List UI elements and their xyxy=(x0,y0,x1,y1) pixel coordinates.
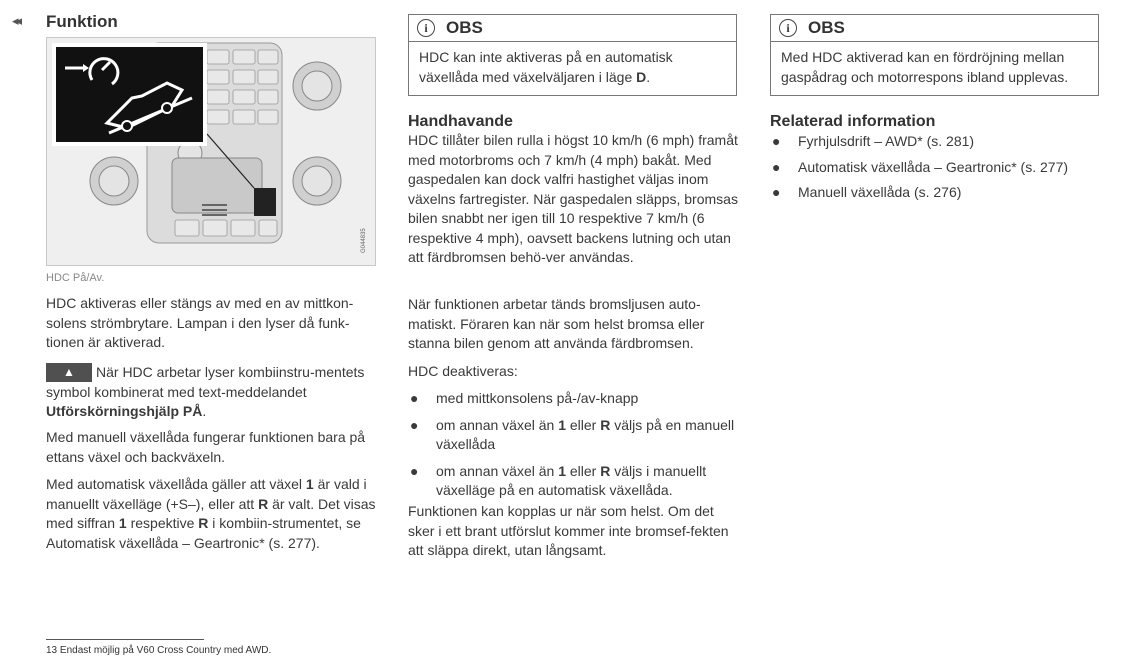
deactivate-intro: HDC deaktiveras: xyxy=(408,363,518,379)
back-arrows-icon[interactable]: ◂◂ xyxy=(12,13,20,28)
section-title: Funktion xyxy=(46,12,118,31)
footnote: 13 Endast möjlig på V60 Cross Country med AWD. xyxy=(46,645,272,656)
related-link-manual[interactable]: ● Manuell växellåda (s. 276) xyxy=(772,184,962,200)
info-icon: i xyxy=(417,19,435,37)
info-icon: i xyxy=(779,19,797,37)
obs-text: Med HDC aktiverad kan en fördröjning mellan gaspådrag och motorrespons ibland upplevas. xyxy=(781,49,1069,85)
list-item: ● med mittkonsolens på-/av-knapp xyxy=(410,390,639,406)
automatic-gearbox-paragraph: Med automatisk växellåda gäller att växel 1 är vald i manuellt växelläge (+S–), eller att R är valt. Det visas med siffran 1 respektive R i kombiin-strumentet, se Automatisk växellåda – Geartronic* (s. 277). xyxy=(46,476,376,551)
hdc-console-illustration xyxy=(46,37,376,266)
footnote-divider xyxy=(46,639,204,640)
message-text: Utförskörningshjälp PÅ xyxy=(46,403,203,419)
figure-caption: HDC På/Av. xyxy=(46,272,105,284)
obs-box-right xyxy=(770,14,1099,96)
hill-descent-warning-icon: ▲ xyxy=(46,363,92,382)
related-links xyxy=(770,132,1100,203)
indicator-paragraph: ▲ När HDC arbetar lyser kombiinstru-mentets symbol kombinerat med text-meddelandet Utförskörningshjälp PÅ. xyxy=(46,364,365,419)
handhavande-heading: Handhavande xyxy=(408,113,513,130)
obs-box-middle xyxy=(408,14,737,96)
obs-text: HDC kan inte aktiveras på en automatisk växellåda med växelväljaren i läge D. xyxy=(419,49,673,85)
obs-title: OBS xyxy=(808,18,845,37)
deactivate-list xyxy=(408,389,738,501)
disengage-paragraph: Funktionen kan kopplas ur när som helst. Om det sker i ett brant utförslut kommer inte bromsef-fekten att släppa direkt, utan långsamt. xyxy=(408,503,729,558)
intro-paragraph: HDC aktiveras eller stängs av med en av mittkon-solens strömbrytare. Lampan i den lyser då funk-tionen är aktiverad. xyxy=(46,295,354,350)
obs-title: OBS xyxy=(446,18,483,37)
related-link-geartronic[interactable]: ● Automatisk växellåda – Geartronic* (s. 277) xyxy=(772,158,1069,175)
list-item: ● om annan växel än 1 eller R väljs på en manuell växellåda xyxy=(410,416,735,452)
handhavande-paragraph: HDC tillåter bilen rulla i högst 10 km/h (6 mph) framåt med motorbroms och 7 km/h (4 mph) bakåt. Med gaspedalen kan dock valfri hastighet väljas inom växelns fartregister. När gaspedalen släpps, bromsas bilen snabbt ner igen till 10 respektive 7 km/h (6 respektive 4 mph), oavsett backens lutning och utan att färdbromsen behö-ver användas. xyxy=(408,132,738,265)
figure-code: G044835 xyxy=(361,228,367,253)
related-link-awd[interactable]: ● Fyrhjulsdrift – AWD* (s. 281) xyxy=(772,133,975,149)
brake-lights-paragraph: När funktionen arbetar tänds bromsljusen auto-matiskt. Föraren kan när som helst bromsa eller stanna bilen genom att använda färdbromsen. xyxy=(408,296,705,351)
related-info-heading: Relaterad information xyxy=(770,113,936,130)
manual-gearbox-paragraph: Med manuell växellåda fungerar funktionen bara på ettans växel och backväxeln. xyxy=(46,429,366,465)
list-item: ● om annan växel än 1 eller R väljs i manuellt växelläge på en automatisk växellåda. xyxy=(410,462,707,498)
console-drawing xyxy=(47,38,376,266)
